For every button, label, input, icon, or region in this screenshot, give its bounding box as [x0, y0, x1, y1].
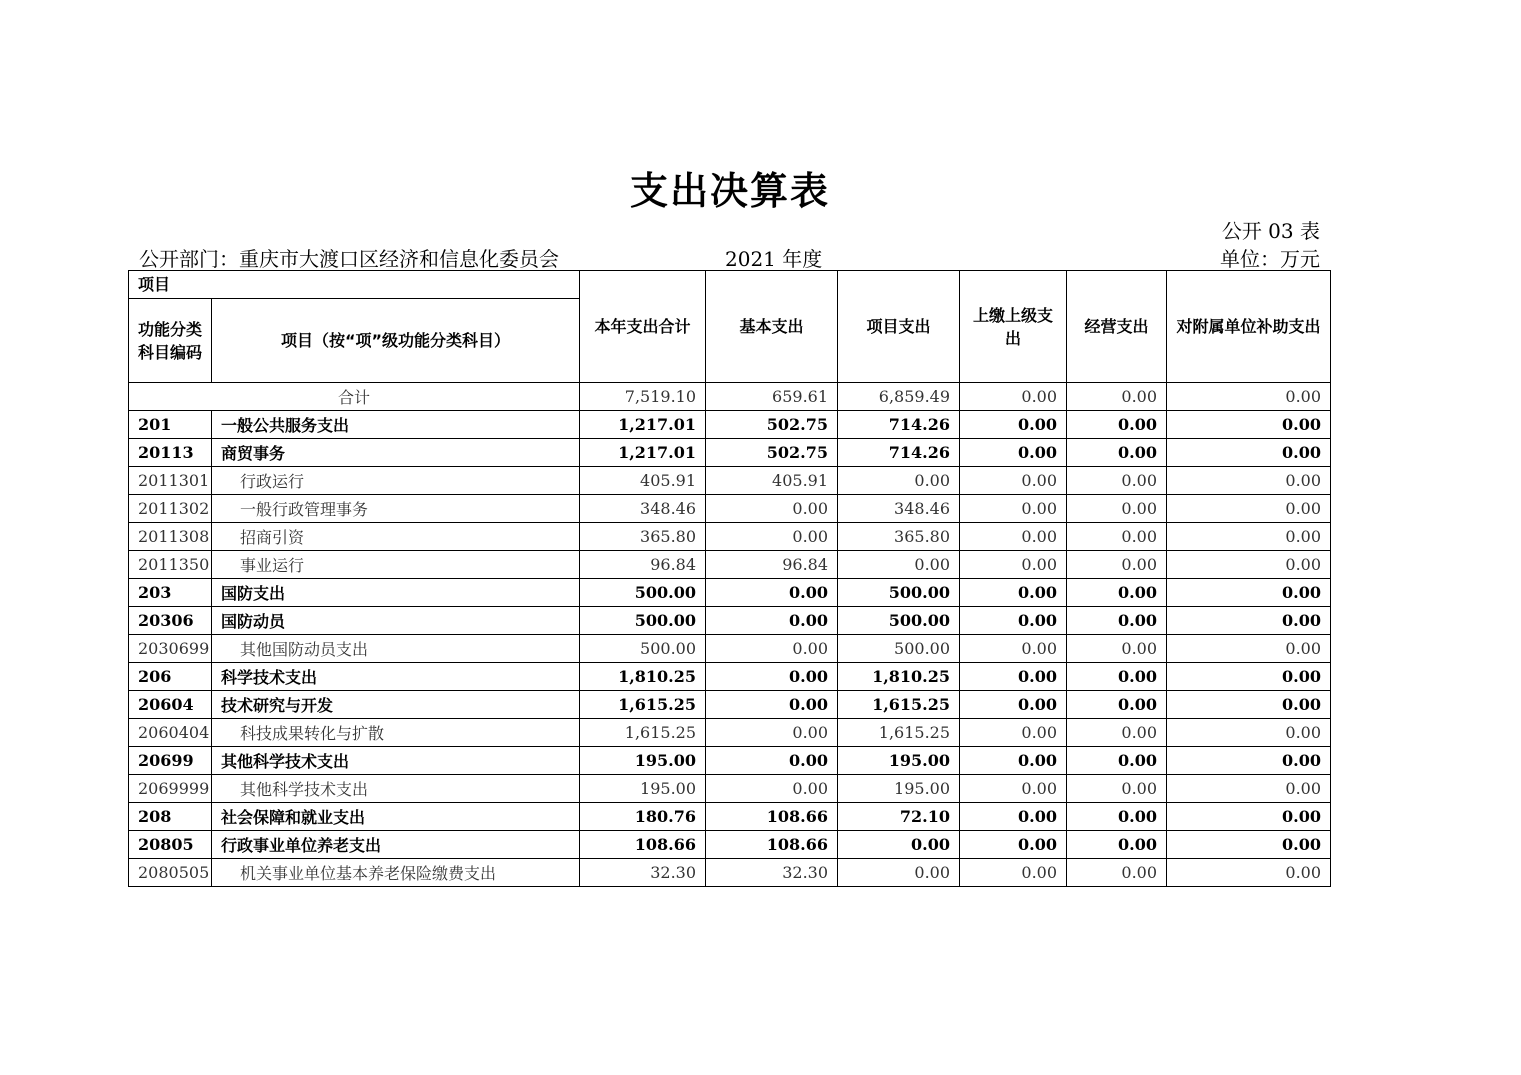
total-cell: 32.30	[580, 859, 706, 887]
code-cell: 203	[129, 579, 212, 607]
basic-cell: 0.00	[706, 663, 838, 691]
project-cell: 714.26	[838, 439, 960, 467]
total-cell: 7,519.10	[580, 383, 706, 411]
table-row	[129, 691, 1331, 719]
code-cell: 2011301	[129, 467, 212, 495]
subsidy-cell: 0.00	[1167, 467, 1331, 495]
total-cell: 96.84	[580, 551, 706, 579]
name-cell: 国防动员	[212, 607, 580, 635]
table-row	[129, 579, 1331, 607]
subsidy-cell: 0.00	[1167, 691, 1331, 719]
subsidy-cell: 0.00	[1167, 523, 1331, 551]
basic-cell: 0.00	[706, 747, 838, 775]
table-row	[129, 635, 1331, 663]
total-cell: 180.76	[580, 803, 706, 831]
project-cell: 714.26	[838, 411, 960, 439]
total-cell: 500.00	[580, 579, 706, 607]
table-row	[129, 719, 1331, 747]
upper-cell: 0.00	[960, 439, 1067, 467]
business-cell: 0.00	[1067, 439, 1167, 467]
table-number: 公开 03 表	[1221, 219, 1320, 243]
name-cell: 科学技术支出	[212, 663, 580, 691]
header-project: 项目	[129, 271, 580, 299]
business-cell: 0.00	[1067, 635, 1167, 663]
code-cell: 2030699	[129, 635, 212, 663]
project-cell: 348.46	[838, 495, 960, 523]
subsidy-cell: 0.00	[1167, 775, 1331, 803]
business-cell: 0.00	[1067, 579, 1167, 607]
upper-cell: 0.00	[960, 663, 1067, 691]
project-cell: 500.00	[838, 635, 960, 663]
business-cell: 0.00	[1067, 495, 1167, 523]
basic-cell: 405.91	[706, 467, 838, 495]
upper-cell: 0.00	[960, 859, 1067, 887]
subsidy-cell: 0.00	[1167, 719, 1331, 747]
project-cell: 72.10	[838, 803, 960, 831]
basic-cell: 108.66	[706, 831, 838, 859]
project-cell: 195.00	[838, 775, 960, 803]
table-row	[129, 467, 1331, 495]
code-cell: 20699	[129, 747, 212, 775]
project-cell: 195.00	[838, 747, 960, 775]
basic-cell: 0.00	[706, 579, 838, 607]
total-cell: 500.00	[580, 635, 706, 663]
total-upper-cell: 0.00	[960, 383, 1067, 411]
table-row	[129, 495, 1331, 523]
upper-cell: 0.00	[960, 607, 1067, 635]
name-cell: 行政运行	[212, 467, 580, 495]
total-cell: 348.46	[580, 495, 706, 523]
upper-cell: 0.00	[960, 411, 1067, 439]
basic-cell: 32.30	[706, 859, 838, 887]
name-cell: 科技成果转化与扩散	[212, 719, 580, 747]
name-cell: 一般行政管理事务	[212, 495, 580, 523]
total-cell: 1,217.01	[580, 439, 706, 467]
business-cell: 0.00	[1067, 607, 1167, 635]
table-row	[129, 831, 1331, 859]
business-cell: 0.00	[1067, 411, 1167, 439]
basic-cell: 0.00	[706, 523, 838, 551]
subsidy-cell: 0.00	[1167, 495, 1331, 523]
header-business: 经营支出	[1067, 271, 1167, 383]
name-cell: 一般公共服务支出	[212, 411, 580, 439]
total-label: 合计	[129, 383, 580, 411]
project-cell: 0.00	[838, 831, 960, 859]
total-cell: 365.80	[580, 523, 706, 551]
total-cell: 405.91	[580, 467, 706, 495]
department-label: 公开部门：重庆市大渡口区经济和信息化委员会	[139, 247, 559, 271]
code-cell: 208	[129, 803, 212, 831]
table-row	[129, 551, 1331, 579]
name-cell: 技术研究与开发	[212, 691, 580, 719]
header-code: 功能分类科目编码	[129, 299, 212, 383]
upper-cell: 0.00	[960, 719, 1067, 747]
code-cell: 2069999	[129, 775, 212, 803]
name-cell: 机关事业单位基本养老保险缴费支出	[212, 859, 580, 887]
business-cell: 0.00	[1067, 719, 1167, 747]
subsidy-cell: 0.00	[1167, 635, 1331, 663]
header-subsidy: 对附属单位补助支出	[1167, 271, 1331, 383]
business-cell: 0.00	[1067, 831, 1167, 859]
code-cell: 2080505	[129, 859, 212, 887]
business-cell: 0.00	[1067, 803, 1167, 831]
name-cell: 其他科学技术支出	[212, 775, 580, 803]
subsidy-cell: 0.00	[1167, 607, 1331, 635]
project-cell: 0.00	[838, 859, 960, 887]
project-cell: 500.00	[838, 579, 960, 607]
name-cell: 其他国防动员支出	[212, 635, 580, 663]
basic-cell: 502.75	[706, 411, 838, 439]
total-row	[129, 383, 1331, 411]
business-cell: 0.00	[1067, 747, 1167, 775]
subsidy-cell: 0.00	[1167, 859, 1331, 887]
unit-label: 单位：万元	[1220, 247, 1320, 271]
code-cell: 2011302	[129, 495, 212, 523]
name-cell: 行政事业单位养老支出	[212, 831, 580, 859]
subsidy-cell: 0.00	[1167, 439, 1331, 467]
code-cell: 2011308	[129, 523, 212, 551]
table-header	[129, 271, 1331, 383]
upper-cell: 0.00	[960, 551, 1067, 579]
table-row	[129, 439, 1331, 467]
project-cell: 365.80	[838, 523, 960, 551]
subsidy-cell: 0.00	[1167, 747, 1331, 775]
upper-cell: 0.00	[960, 635, 1067, 663]
code-cell: 20805	[129, 831, 212, 859]
total-cell: 1,615.25	[580, 719, 706, 747]
header-upper: 上缴上级支出	[960, 271, 1067, 383]
total-business-cell: 0.00	[1067, 383, 1167, 411]
total-cell: 1,217.01	[580, 411, 706, 439]
code-cell: 20306	[129, 607, 212, 635]
business-cell: 0.00	[1067, 467, 1167, 495]
total-cell: 1,615.25	[580, 691, 706, 719]
upper-cell: 0.00	[960, 467, 1067, 495]
total-cell: 195.00	[580, 747, 706, 775]
basic-cell: 0.00	[706, 691, 838, 719]
table-row	[129, 607, 1331, 635]
name-cell: 社会保障和就业支出	[212, 803, 580, 831]
business-cell: 0.00	[1067, 663, 1167, 691]
total-basic-cell: 659.61	[706, 383, 838, 411]
project-cell: 500.00	[838, 607, 960, 635]
basic-cell: 0.00	[706, 775, 838, 803]
business-cell: 0.00	[1067, 859, 1167, 887]
subsidy-cell: 0.00	[1167, 579, 1331, 607]
upper-cell: 0.00	[960, 831, 1067, 859]
table-row	[129, 803, 1331, 831]
header-name: 项目（按“项”级功能分类科目）	[212, 299, 580, 383]
page-title: 支出决算表	[629, 168, 830, 213]
project-cell: 1,615.25	[838, 691, 960, 719]
upper-cell: 0.00	[960, 495, 1067, 523]
table-row	[129, 775, 1331, 803]
basic-cell: 96.84	[706, 551, 838, 579]
upper-cell: 0.00	[960, 579, 1067, 607]
basic-cell: 108.66	[706, 803, 838, 831]
code-cell: 2060404	[129, 719, 212, 747]
table-row	[129, 747, 1331, 775]
total-subsidy-cell: 0.00	[1167, 383, 1331, 411]
upper-cell: 0.00	[960, 523, 1067, 551]
subsidy-cell: 0.00	[1167, 663, 1331, 691]
name-cell: 招商引资	[212, 523, 580, 551]
basic-cell: 0.00	[706, 719, 838, 747]
name-cell: 其他科学技术支出	[212, 747, 580, 775]
basic-cell: 502.75	[706, 439, 838, 467]
subsidy-cell: 0.00	[1167, 831, 1331, 859]
fiscal-year: 2021 年度	[725, 247, 823, 271]
name-cell: 商贸事务	[212, 439, 580, 467]
upper-cell: 0.00	[960, 803, 1067, 831]
business-cell: 0.00	[1067, 691, 1167, 719]
expenditure-table	[128, 270, 1331, 887]
total-project-cell: 6,859.49	[838, 383, 960, 411]
code-cell: 20604	[129, 691, 212, 719]
basic-cell: 0.00	[706, 635, 838, 663]
code-cell: 206	[129, 663, 212, 691]
project-cell: 1,615.25	[838, 719, 960, 747]
table-row	[129, 663, 1331, 691]
name-cell: 事业运行	[212, 551, 580, 579]
code-cell: 20113	[129, 439, 212, 467]
header-total: 本年支出合计	[580, 271, 706, 383]
total-cell: 195.00	[580, 775, 706, 803]
code-cell: 201	[129, 411, 212, 439]
name-cell: 国防支出	[212, 579, 580, 607]
project-cell: 0.00	[838, 467, 960, 495]
upper-cell: 0.00	[960, 691, 1067, 719]
subsidy-cell: 0.00	[1167, 411, 1331, 439]
basic-cell: 0.00	[706, 607, 838, 635]
total-cell: 500.00	[580, 607, 706, 635]
business-cell: 0.00	[1067, 523, 1167, 551]
table-row	[129, 859, 1331, 887]
table-row	[129, 523, 1331, 551]
header-project-expense: 项目支出	[838, 271, 960, 383]
code-cell: 2011350	[129, 551, 212, 579]
total-cell: 108.66	[580, 831, 706, 859]
business-cell: 0.00	[1067, 551, 1167, 579]
upper-cell: 0.00	[960, 747, 1067, 775]
subsidy-cell: 0.00	[1167, 803, 1331, 831]
table-body	[129, 383, 1331, 887]
meta-line	[139, 243, 1320, 269]
total-cell: 1,810.25	[580, 663, 706, 691]
upper-cell: 0.00	[960, 775, 1067, 803]
subsidy-cell: 0.00	[1167, 551, 1331, 579]
business-cell: 0.00	[1067, 775, 1167, 803]
basic-cell: 0.00	[706, 495, 838, 523]
project-cell: 1,810.25	[838, 663, 960, 691]
table-row	[129, 411, 1331, 439]
header-basic: 基本支出	[706, 271, 838, 383]
project-cell: 0.00	[838, 551, 960, 579]
